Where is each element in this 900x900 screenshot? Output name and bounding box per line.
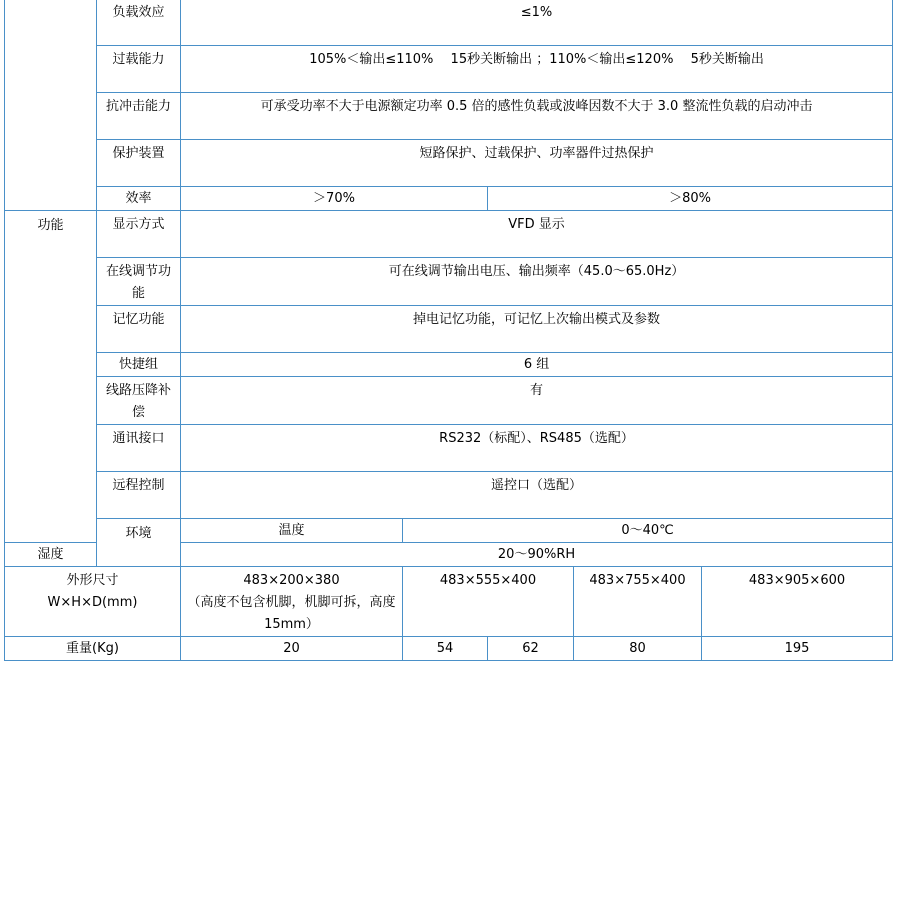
row-value: 6 组 <box>181 353 893 377</box>
dimensions-label-line1: 外形尺寸 <box>66 573 119 588</box>
table-row <box>5 567 893 637</box>
table-row <box>5 425 893 472</box>
row-label: 保护装置 <box>97 140 181 187</box>
table-row <box>5 377 893 425</box>
row-label: 效率 <box>97 187 181 211</box>
table-row <box>5 306 893 353</box>
dimensions-value-3: 483×755×400 <box>574 567 702 637</box>
table-row <box>5 472 893 519</box>
weight-label: 重量(Kg) <box>5 637 181 661</box>
dimensions-value-1-note: （高度不包含机脚，机脚可拆，高度15mm） <box>187 595 396 632</box>
row-label: 负载效应 <box>97 0 181 46</box>
row-value: 105%＜输出≤110% 15秒关断输出 ；110%＜输出≤120% 5秒关断输出 <box>181 46 893 93</box>
row-label: 显示方式 <box>97 211 181 258</box>
table-row <box>5 0 893 46</box>
weight-value-1: 20 <box>181 637 403 661</box>
dimensions-value-2: 483×555×400 <box>403 567 574 637</box>
weight-value-4: 80 <box>574 637 702 661</box>
row-label: 记忆功能 <box>97 306 181 353</box>
efficiency-value-a: ＞70% <box>181 187 488 211</box>
row-value: 有 <box>181 377 893 425</box>
table-row <box>5 140 893 187</box>
row-label: 抗冲击能力 <box>97 93 181 140</box>
row-value: 遥控口（选配） <box>181 472 893 519</box>
spec-table <box>4 0 893 661</box>
row-value: RS232（标配）、RS485（选配） <box>181 425 893 472</box>
table-row <box>5 187 893 211</box>
row-value: 短路保护、过载保护、功率器件过热保护 <box>181 140 893 187</box>
category-cell-empty <box>5 0 97 211</box>
row-value: 0～40℃ <box>403 519 893 543</box>
table-row <box>5 46 893 93</box>
weight-value-5: 195 <box>702 637 893 661</box>
row-value: 掉电记忆功能，可记忆上次输出模式及参数 <box>181 306 893 353</box>
category-environment: 环境 <box>97 519 181 567</box>
row-value: 20～90%RH <box>181 543 893 567</box>
table-row <box>5 353 893 377</box>
dimensions-value-1-main: 483×200×380 <box>243 573 340 588</box>
table-row <box>5 258 893 306</box>
efficiency-value-b: ＞80% <box>488 187 893 211</box>
dimensions-value-1 <box>181 567 403 637</box>
category-function: 功能 <box>5 211 97 543</box>
row-value: 可在线调节输出电压、输出频率（45.0～65.0Hz） <box>181 258 893 306</box>
row-label: 过载能力 <box>97 46 181 93</box>
table-row <box>5 519 893 543</box>
dimensions-label <box>5 567 181 637</box>
row-label: 在线调节功能 <box>97 258 181 306</box>
row-value: ≤1% <box>181 0 893 46</box>
row-label: 快捷组 <box>97 353 181 377</box>
row-label: 远程控制 <box>97 472 181 519</box>
table-row <box>5 637 893 661</box>
table-row <box>5 211 893 258</box>
row-value: 可承受功率不大于电源额定功率 0.5 倍的感性负载或波峰因数不大于 3.0 整流性负载的启动冲击 <box>181 93 893 140</box>
row-label: 湿度 <box>5 543 97 567</box>
dimensions-value-4: 483×905×600 <box>702 567 893 637</box>
row-label: 线路压降补偿 <box>97 377 181 425</box>
dimensions-label-line2: W×H×D(mm) <box>47 595 138 610</box>
row-label: 温度 <box>181 519 403 543</box>
weight-value-3: 62 <box>488 637 574 661</box>
weight-value-2: 54 <box>403 637 488 661</box>
table-row <box>5 93 893 140</box>
row-value: VFD 显示 <box>181 211 893 258</box>
row-label: 通讯接口 <box>97 425 181 472</box>
